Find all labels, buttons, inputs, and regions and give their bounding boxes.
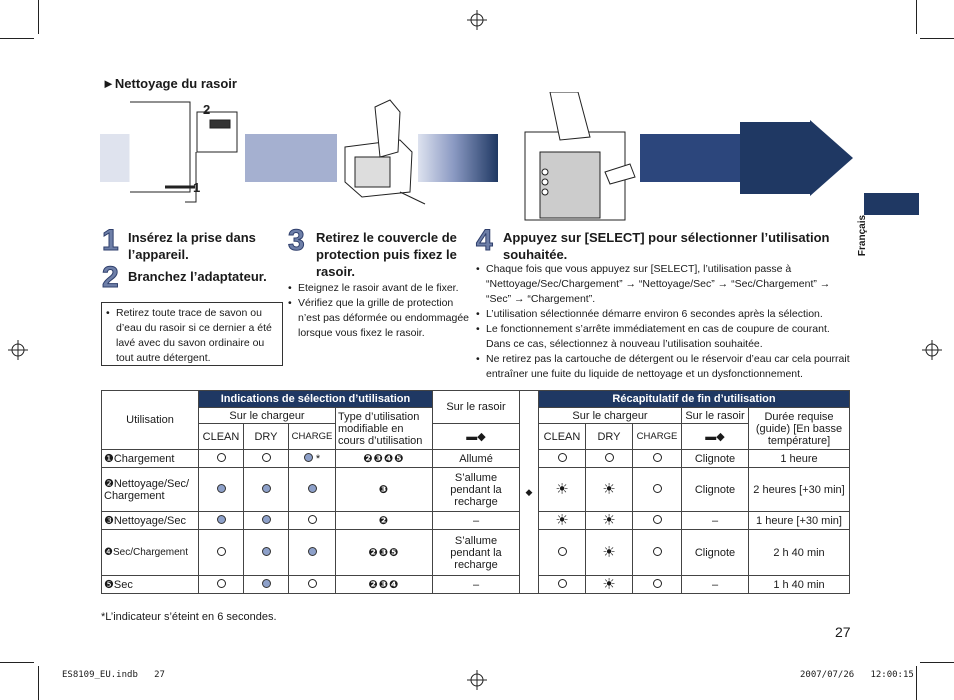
step-text-1: Insérez la prise dans l’appareil. xyxy=(128,230,256,262)
header-sur-le-rasoir: Sur le rasoir xyxy=(433,391,520,424)
step3-note: • Eteignez le rasoir avant de le fixer. xyxy=(288,281,473,296)
footer-date: 2007/07/26 12:00:15 xyxy=(800,670,914,680)
step4-notes xyxy=(476,262,854,382)
header-indications: Indications de sélection d’utilisation xyxy=(199,391,433,408)
footer-file: ES8109_EU.indb 27 xyxy=(62,670,165,680)
step-number-3: 3 xyxy=(288,224,305,257)
indicator-off-icon xyxy=(653,547,662,556)
soap-note: • Retirez toute trace de savon ou d’eau du rasoir si ce dernier a été lavé avec du savon ordinaire ou tout autre détergent. xyxy=(106,306,279,366)
indicator-on-icon xyxy=(308,484,317,493)
registration-mark-icon xyxy=(467,10,487,30)
illus-label-2: 2 xyxy=(203,102,211,117)
footnote: *L’indicateur s’éteint en 6 secondes. xyxy=(101,611,277,623)
indicator-on-icon xyxy=(262,547,271,556)
header-charge: CHARGE xyxy=(289,424,336,450)
table-row: ❹Sec/Chargement ❷❸❺ S’allume pendant la recharge ☀ Clignote 2 h 40 min xyxy=(102,530,850,576)
indicator-off-icon xyxy=(653,484,662,493)
indicator-off-icon xyxy=(217,547,226,556)
step4-note: • L’utilisation sélectionnée démarre environ 6 secondes après la sélection. xyxy=(476,307,854,322)
crop-mark xyxy=(916,0,917,34)
step4-note: • Ne retirez pas la cartouche de détergent ou le réservoir d’eau car cela pourrait entraîner une fuite du liquide de nettoyage et un dysfonctionnement. xyxy=(476,352,854,382)
header-type-modifiable: Type d’utilisation modifiable en cours d’utilisation xyxy=(336,408,433,450)
header-clean: CLEAN xyxy=(199,424,244,450)
header-duree: Durée requise (guide) [En basse température] xyxy=(749,408,850,450)
indicator-blink-icon: ☀ xyxy=(586,512,633,530)
header-sur-le-chargeur: Sur le chargeur xyxy=(199,408,336,424)
step4-note: • Chaque fois que vous appuyez sur [SELECT], l’utilisation passe à “Nettoyage/Sec/Chargement” → “Nettoyage/Sec” → “Sec/Chargement” → “Sec” → “Chargement”. xyxy=(476,262,854,307)
language-tab: Français xyxy=(857,214,869,257)
indicator-off-icon xyxy=(653,515,662,524)
header-recap: Récapitulatif de fin d’utilisation xyxy=(539,391,850,408)
crop-mark xyxy=(0,38,34,39)
registration-mark-icon xyxy=(8,340,28,360)
table-row: ❺Sec ❷❸❹ – ☀ – 1 h 40 min xyxy=(102,576,850,594)
indicator-blink-icon: ☀ xyxy=(586,530,633,576)
shaver-on-base-illustration xyxy=(345,100,425,204)
indicator-off-icon xyxy=(217,579,226,588)
crop-mark xyxy=(916,666,917,700)
indicator-off-icon xyxy=(308,515,317,524)
plug-illustration xyxy=(130,102,237,212)
indicator-on-icon xyxy=(262,515,271,524)
step-text-3: Retirez le couvercle de protection puis fixez le rasoir. xyxy=(316,230,457,279)
step4-note: • Le fonctionnement s’arrête immédiatement en cas de coupure de courant. Dans ce cas, sélectionnez à nouveau l’utilisation souhaitée. xyxy=(476,322,854,352)
indicator-off-icon xyxy=(262,453,271,462)
indicator-on-icon xyxy=(262,484,271,493)
crop-mark xyxy=(38,666,39,700)
indicator-off-icon xyxy=(653,579,662,588)
registration-mark-icon xyxy=(922,340,942,360)
page-number: 27 xyxy=(835,624,851,640)
indicator-on-icon xyxy=(217,515,226,524)
utilisation-table xyxy=(101,390,850,594)
indicator-off-icon xyxy=(605,453,614,462)
soap-note-box xyxy=(101,302,283,366)
step3-notes xyxy=(288,281,473,341)
crop-mark xyxy=(0,662,34,663)
registration-mark-icon xyxy=(467,670,487,690)
table-row: ❷Nettoyage/Sec/ Chargement ❸ S’allume pendant la recharge ☀ ☀ Clignote 2 heures [+30 min] xyxy=(102,468,850,512)
header-charge-recap: CHARGE xyxy=(633,424,682,450)
arrow-column: ◆ xyxy=(520,391,539,594)
plug-icon: ▬◆ xyxy=(682,424,749,450)
crop-mark xyxy=(38,0,39,34)
section-title: ►Nettoyage du rasoir xyxy=(102,76,237,91)
header-sur-le-rasoir-recap: Sur le rasoir xyxy=(682,408,749,424)
indicator-blink-icon: ☀ xyxy=(586,576,633,594)
illustration-band xyxy=(100,92,860,222)
header-dry-recap: DRY xyxy=(586,424,633,450)
shaver-select-illustration xyxy=(525,92,635,220)
indicator-blink-icon: ☀ xyxy=(539,468,586,512)
indicator-blink-icon: ☀ xyxy=(586,468,633,512)
illus-label-1: 1 xyxy=(193,180,201,195)
svg-text:1 xyxy=(193,180,200,195)
indicator-on-icon xyxy=(304,453,313,462)
indicator-off-icon xyxy=(558,579,567,588)
header-sur-le-chargeur-recap: Sur le chargeur xyxy=(539,408,682,424)
indicator-off-icon xyxy=(558,547,567,556)
indicator-off-icon xyxy=(653,453,662,462)
table-row: ❶Chargement * ❷❸❹❺ Allumé Clignote 1 heure xyxy=(102,450,850,468)
header-utilisation: Utilisation xyxy=(102,391,199,450)
step-number-4: 4 xyxy=(476,224,493,257)
indicator-on-icon xyxy=(262,579,271,588)
indicator-off-icon xyxy=(217,453,226,462)
header-clean-recap: CLEAN xyxy=(539,424,586,450)
header-dry: DRY xyxy=(244,424,289,450)
step3-note: • Vérifiez que la grille de protection n’est pas déformée ou endommagée lorsque vous fixez le rasoir. xyxy=(288,296,473,341)
step-text-4: Appuyez sur [SELECT] pour sélectionner l’utilisation souhaitée. xyxy=(503,230,830,262)
crop-mark xyxy=(920,662,954,663)
indicator-off-icon xyxy=(308,579,317,588)
indicator-off-icon xyxy=(558,453,567,462)
step-number-1: 1 xyxy=(102,224,119,257)
indicator-blink-icon: ☀ xyxy=(539,512,586,530)
step-text-2: Branchez l’adaptateur. xyxy=(128,269,267,284)
crop-mark xyxy=(920,38,954,39)
step-number-2: 2 xyxy=(102,261,119,294)
indicator-on-icon xyxy=(217,484,226,493)
indicator-on-icon xyxy=(308,547,317,556)
plug-icon: ▬◆ xyxy=(433,424,520,450)
table-row: ❸Nettoyage/Sec ❷ – ☀ ☀ – 1 heure [+30 min] xyxy=(102,512,850,530)
svg-text:2 xyxy=(203,102,210,117)
